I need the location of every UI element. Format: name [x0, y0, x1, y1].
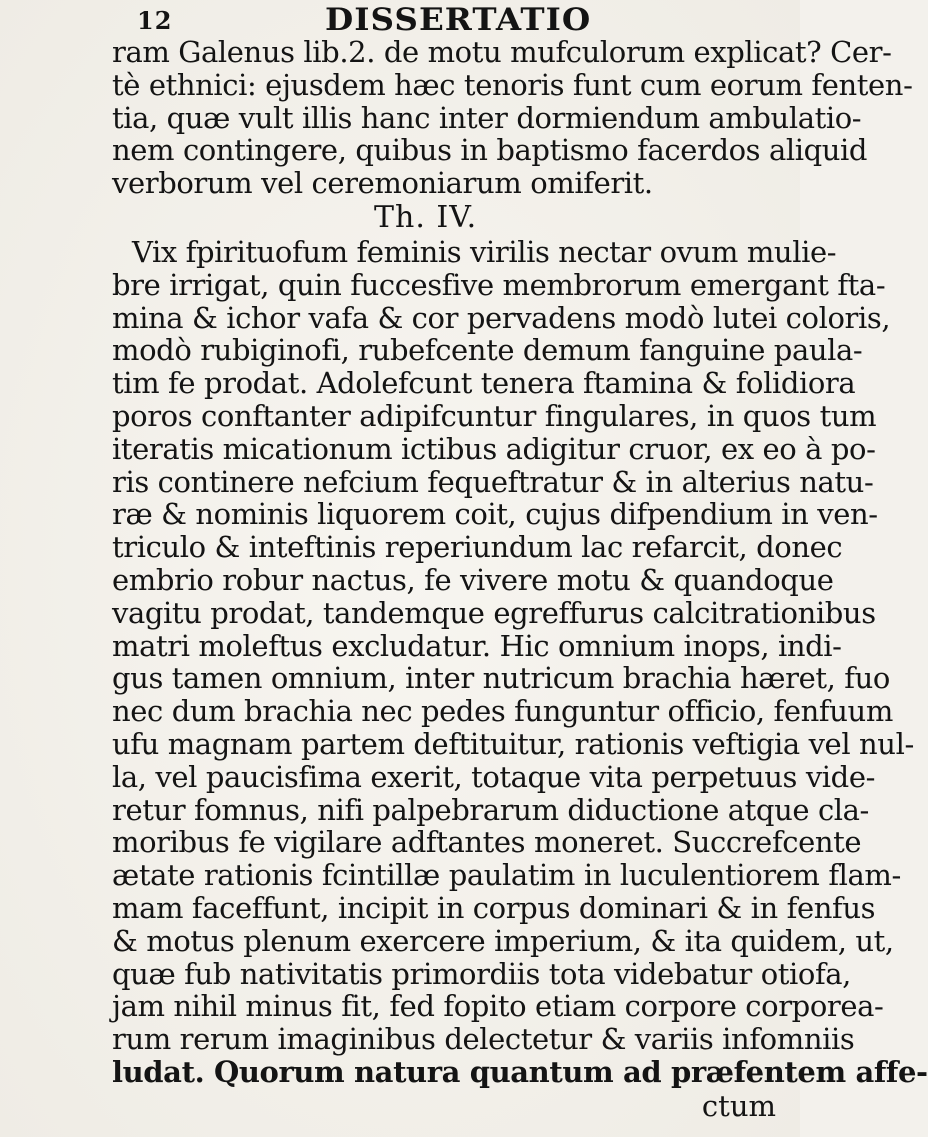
text-line: bre irrigat, quin fuccesfive membrorum emergant fta- [112, 267, 886, 302]
text-line: gus tamen omnium, inter nutricum brachia hæret, fuo [112, 661, 890, 696]
text-line: tim fe prodat. Adolefcunt tenera ftamina & folidiora [112, 366, 856, 401]
text-line: tè ethnici: ejusdem hæc tenoris funt cum eorum fenten- [112, 67, 913, 102]
text-line: nec dum brachia nec pedes funguntur officio, fenfuum [112, 694, 893, 729]
text-line: iteratis micationum ictibus adigitur cruor, ex eo à po- [112, 431, 876, 466]
catchword: ctum [701, 1088, 776, 1123]
page-number: 12 [137, 6, 173, 35]
paragraph-first-line: Vix fpirituofum feminis virilis nectar ovum mulie- [132, 234, 837, 269]
text-line: ufu magnam partem deftituitur, rationis veftigia vel nul- [112, 726, 914, 761]
text-line: poros conftanter adipifcuntur fingulares, in quos tum [112, 398, 877, 433]
text-line: mam faceffunt, incipit in corpus dominari & in fenfus [112, 890, 876, 925]
page-header [0, 2, 800, 36]
running-head: DISSERTATIO [325, 2, 592, 38]
text-line: jam nihil minus fit, fed fopito etiam corpore corporea- [112, 989, 884, 1024]
text-line: embrio robur nactus, fe vivere motu & quandoque [112, 562, 834, 597]
text-line: triculo & inteftinis reperiundum lac refarcit, donec [112, 530, 843, 565]
text-line: matri moleftus excludatur. Hic omnium inops, indi- [112, 628, 842, 663]
text-line: rum rerum imaginibus delectetur & variis infomniis [112, 1022, 855, 1057]
text-line: ræ & nominis liquorem coit, cujus difpendium in ven- [112, 497, 878, 532]
text-line: ætate rationis fcintillæ paulatim in luculentiorem flam- [112, 858, 901, 893]
text-line: & motus plenum exercere imperium, & ita quidem, ut, [112, 923, 894, 958]
section-heading: Th. IV. [374, 199, 478, 235]
text-line: verborum vel ceremoniarum omiferit. [112, 166, 653, 201]
text-line: ram Galenus lib.2. de motu mufculorum explicat? Cer- [112, 35, 892, 69]
text-line: mina & ichor vafa & cor pervadens modò lutei coloris, [112, 300, 891, 335]
text-line: la, vel paucisfima exerit, totaque vita perpetuus vide- [112, 759, 875, 794]
text-line: vagitu prodat, tandemque egreffurus calcitrationibus [112, 595, 876, 630]
text-line: nem contingere, quibus in baptismo facerdos aliquid [112, 133, 868, 168]
text-line: quæ fub nativitatis primordiis tota videbatur otiofa, [112, 956, 851, 991]
text-line-final: ludat. Quorum natura quantum ad præfentem affe- [112, 1054, 928, 1089]
text-line: modò rubiginofi, rubefcente demum fanguine paula- [112, 333, 863, 368]
text-line: tia, quæ vult illis hanc inter dormiendum ambulatio- [112, 100, 862, 135]
text-line: retur fomnus, nifi palpebrarum diductione atque cla- [112, 792, 869, 827]
page-body [112, 35, 928, 1123]
text-line: moribus fe vigilare adftantes moneret. Succrefcente [112, 825, 862, 860]
text-line: ris continere nefcium fequeftratur & in alterius natu- [112, 464, 874, 499]
